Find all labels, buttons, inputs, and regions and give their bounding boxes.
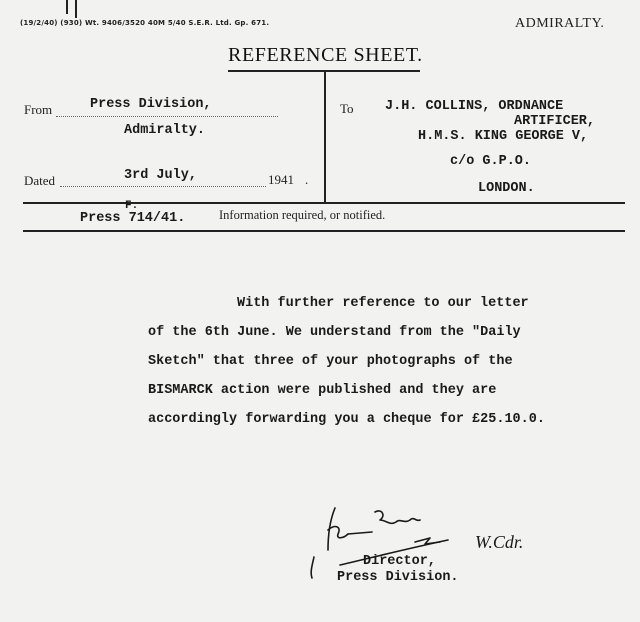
- recipient-line: ARTIFICER,: [514, 114, 596, 129]
- from-line-2: Admiralty.: [124, 123, 206, 138]
- recipient-line: c/o G.P.O.: [450, 154, 532, 169]
- reference-bottom-rule: [23, 230, 625, 232]
- signature-stroke: [311, 557, 314, 578]
- body-line: accordingly forwarding you a cheque for £25.10.0.: [148, 412, 545, 427]
- date-value: 3rd July,: [124, 168, 197, 183]
- signatory-division: Press Division.: [337, 570, 459, 585]
- signature-rank: W.Cdr.: [475, 532, 524, 552]
- dated-dotted-line: [60, 186, 266, 187]
- reference-prefix-mark: F.: [125, 200, 139, 212]
- from-label: From: [24, 102, 53, 117]
- recipient-line: J.H. COLLINS, ORDNANCE: [385, 99, 564, 114]
- printer-code: (19/2/40) (930) Wt. 9406/3520 40M 5/40 S.E.R. Ltd. Gp. 671.: [20, 19, 270, 27]
- signature-stroke: [348, 532, 372, 534]
- from-line-1: Press Division,: [90, 97, 212, 112]
- signature-stroke: [375, 511, 420, 523]
- dated-label: Dated: [24, 173, 56, 188]
- signature-stroke: [328, 527, 348, 538]
- recipient-line: LONDON.: [478, 181, 535, 196]
- body-line: of the 6th June. We understand from the "Daily: [148, 325, 521, 340]
- recipient-line: H.M.S. KING GEORGE V,: [418, 129, 589, 144]
- reference-top-rule: [23, 202, 625, 204]
- body-line: BISMARCK action were published and they are: [148, 383, 497, 398]
- body-line: With further reference to our letter: [237, 296, 529, 311]
- department-heading: ADMIRALTY.: [515, 16, 605, 31]
- signatory-title: Director,: [363, 554, 436, 569]
- reference-number: Press 714/41.: [80, 211, 186, 226]
- margin-tick: [66, 0, 68, 14]
- body-line: Sketch" that three of your photographs of the: [148, 354, 513, 369]
- to-label: To: [340, 101, 354, 116]
- column-divider: [324, 72, 326, 202]
- date-year: 1941: [268, 172, 294, 187]
- reference-caption: Information required, or notified.: [219, 208, 386, 222]
- date-period: .: [305, 172, 309, 187]
- from-dotted-line: [56, 116, 278, 117]
- margin-tick: [75, 0, 77, 18]
- document-title: REFERENCE SHEET.: [228, 44, 423, 66]
